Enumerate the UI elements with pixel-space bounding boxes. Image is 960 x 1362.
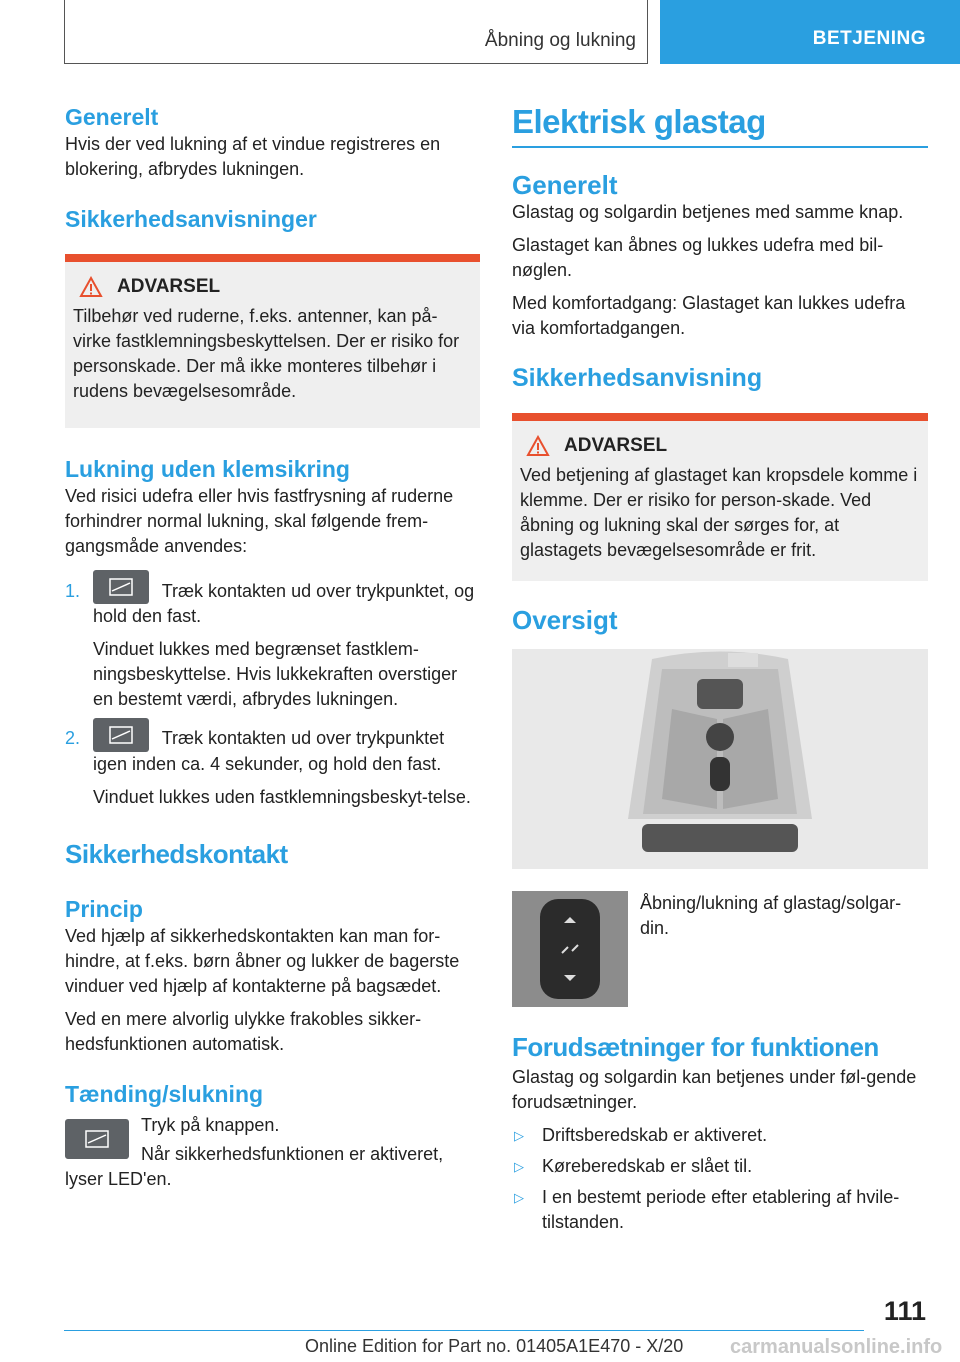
forud-heading: Forudsætninger for funktionen bbox=[512, 1032, 879, 1062]
lukning-heading: Lukning uden klemsikring bbox=[65, 456, 350, 482]
main-title-wrap bbox=[512, 100, 928, 148]
bullet-triangle-icon: ▷ bbox=[514, 1190, 524, 1205]
switch-detail bbox=[512, 891, 928, 1009]
header-section-title: Åbning og lukning bbox=[484, 30, 636, 51]
princip-heading: Princip bbox=[65, 895, 143, 922]
lukning-text: Ved risici udefra eller hvis fastfrysning af ruderne forhindrer normal lukning, skal følgende frem-gangsmåde anvendes: bbox=[65, 486, 454, 556]
warning-icon bbox=[526, 435, 550, 457]
bullet-item bbox=[512, 1123, 928, 1148]
taend-heading: Tænding/slukning bbox=[65, 1080, 264, 1107]
window-switch-icon bbox=[93, 570, 149, 604]
warning-title-text: ADVARSEL bbox=[564, 435, 668, 456]
r-sikkerhed-heading: Sikkerhedsanvisning bbox=[512, 364, 763, 392]
step-text-content: Træk kontakten ud over trykpunktet, og hold den fast. bbox=[93, 581, 475, 627]
warning-title bbox=[520, 435, 920, 457]
header-tab-label: BETJENING bbox=[812, 28, 926, 49]
bullet-item bbox=[512, 1154, 928, 1179]
step-1 bbox=[65, 579, 480, 712]
right-column bbox=[512, 100, 928, 1241]
step-note: Vinduet lukkes uden fastklemningsbeskyt-telse. bbox=[93, 786, 471, 807]
kontakt-heading: Sikkerhedskontakt bbox=[65, 838, 288, 869]
roof-switch-image bbox=[512, 891, 628, 1007]
r-generelt-heading: Generelt bbox=[512, 170, 618, 200]
forud-text: Glastag og solgardin kan betjenes under føl-gende forudsætninger. bbox=[512, 1067, 917, 1112]
step-note: Vinduet lukkes med begrænset fastklem-ningsbeskyttelse. Hvis lukkekraften overstiger en bestemt værdi, afbrydes lukningen. bbox=[93, 639, 458, 710]
footer-edition: Online Edition for Part no. 01405A1E470 - X/20 bbox=[305, 1336, 684, 1356]
window-switch-icon bbox=[93, 718, 149, 752]
warning-icon bbox=[79, 276, 103, 298]
bullet-triangle-icon: ▷ bbox=[514, 1128, 524, 1143]
warning-title-text: ADVARSEL bbox=[117, 276, 221, 297]
footer-watermark: carmanualsonline.info bbox=[730, 1336, 943, 1358]
warning-text: Ved betjening af glastaget kan kropsdele komme i klemme. Der er risiko for person-skade. Ved åbning og lukning skal der sørges for, at glastagets bevægelsesområde er frit. bbox=[520, 465, 918, 560]
step-number: 1. bbox=[65, 581, 81, 601]
image-caption: Åbning/lukning af glastag/solgar-din. bbox=[640, 893, 902, 938]
step-text-content: Træk kontakten ud over trykpunktet igen inden ca. 4 sekunder, og hold den fast. bbox=[93, 728, 445, 774]
sikkerhed-heading: Sikkerhedsanvisninger bbox=[65, 206, 317, 232]
r-para-1: Glastag og solgardin betjenes med samme knap. bbox=[512, 202, 904, 222]
footer-divider bbox=[64, 1330, 864, 1331]
warning-box-2 bbox=[512, 413, 928, 581]
warning-title bbox=[73, 276, 472, 298]
warning-text: Tilbehør ved ruderne, f.eks. antenner, kan på-virke fastklemningsbeskyttelsen. Der er risiko for personskade. Der må ikke monteres tilbehør i rudens bevægelsesområde. bbox=[73, 306, 460, 401]
step-text bbox=[93, 726, 480, 776]
generelt-heading: Generelt bbox=[65, 104, 159, 130]
r-para-2: Glastaget kan åbnes og lukkes udefra med bil-nøglen. bbox=[512, 235, 884, 280]
step-number: 2. bbox=[65, 728, 81, 749]
bullet-triangle-icon: ▷ bbox=[514, 1159, 524, 1174]
bullet-item bbox=[512, 1185, 928, 1235]
princip-text-1: Ved hjælp af sikkerhedskontakten kan man for-hindre, at f.eks. børn åbner og lukker de bagerste vinduer ved hjælp af kontakterne på bagsædet. bbox=[65, 925, 460, 996]
taend-text-1: Tryk på knappen. bbox=[141, 1114, 280, 1135]
main-title: Elektrisk glastag bbox=[512, 103, 766, 140]
warning-box bbox=[65, 254, 480, 428]
page-number: 111 bbox=[883, 1296, 926, 1326]
oversigt-heading: Oversigt bbox=[512, 605, 618, 635]
bullet-text: I en bestemt periode efter etablering af hvile-tilstanden. bbox=[542, 1187, 900, 1232]
header-tab[interactable] bbox=[660, 0, 960, 64]
bullet-text: Driftsberedskab er aktiveret. bbox=[542, 1125, 768, 1145]
bullet-text: Køreberedskab er slået til. bbox=[542, 1156, 753, 1176]
child-lock-button-icon bbox=[65, 1119, 129, 1159]
left-column bbox=[65, 100, 480, 1200]
princip-text-2: Ved en mere alvorlig ulykke frakobles sikker-hedsfunktionen automatisk. bbox=[65, 1008, 422, 1054]
overhead-console-image bbox=[512, 649, 928, 869]
generelt-text: Hvis der ved lukning af et vindue registreres en blokering, afbrydes lukningen. bbox=[65, 134, 441, 179]
taend-block bbox=[65, 1113, 480, 1192]
r-para-3: Med komfortadgang: Glastaget kan lukkes udefra via komfortadgangen. bbox=[512, 293, 906, 338]
step-text bbox=[93, 579, 480, 629]
step-2 bbox=[65, 726, 480, 809]
taend-text-2: Når sikkerhedsfunktionen er aktiveret, lyser LED'en. bbox=[65, 1143, 444, 1189]
